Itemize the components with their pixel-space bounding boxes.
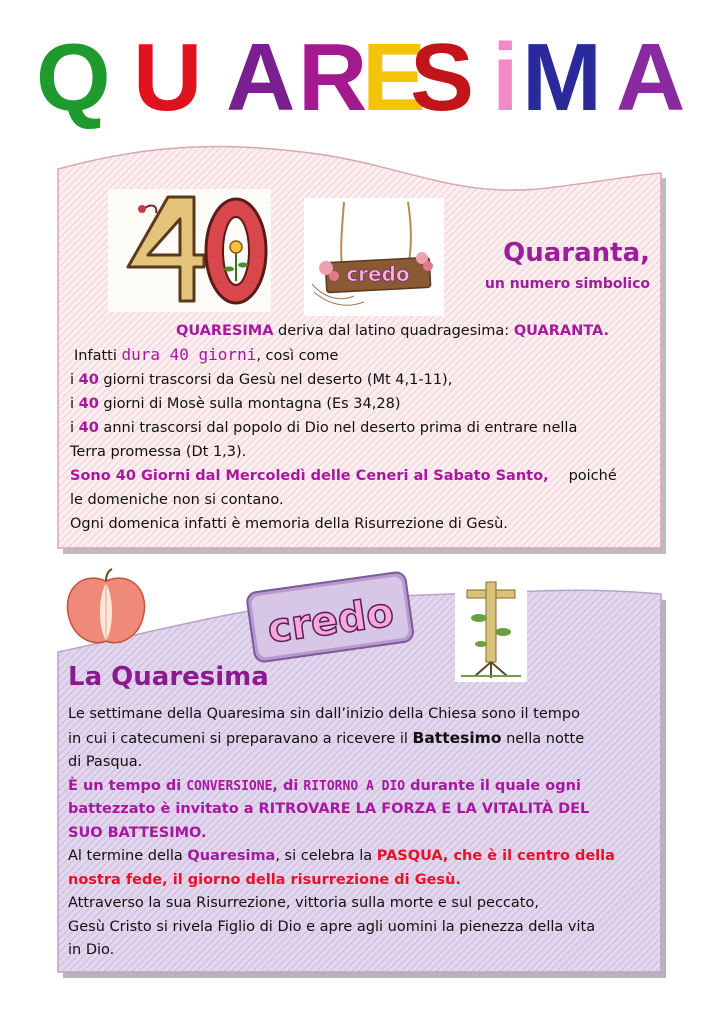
title-letter: R — [298, 24, 368, 131]
paragraph-line: Gesù Cristo si rivela Figlio di Dio e apre agli uomini la pienezza della vita — [68, 918, 596, 935]
paragraph-line — [70, 319, 650, 343]
apple-icon — [62, 567, 150, 649]
body-text: anni trascorsi dal popolo di Dio nel deserto prima di entrare nella — [98, 420, 578, 436]
credo-hanging-sign-icon — [304, 198, 444, 316]
highlight-text: durante il quale ogni — [405, 777, 581, 794]
title-letter: U — [133, 24, 203, 131]
title-letter: i — [492, 24, 519, 131]
body-text: giorni di Mosè sulla montagna (Es 34,28) — [98, 396, 401, 412]
paragraph-line: SUO BATTESIMO. — [68, 824, 207, 841]
highlight-text: 40 — [78, 420, 99, 436]
highlight-text: È un tempo di — [68, 777, 187, 794]
paragraph-line — [70, 416, 650, 440]
title-letter: Q — [36, 24, 111, 131]
paragraph-line — [70, 464, 650, 488]
title-letter: A — [616, 24, 686, 131]
paragraph-line — [68, 727, 658, 752]
highlight-text: Quaresima — [187, 848, 276, 864]
body-text: , così come — [256, 348, 339, 364]
title-letter: S — [410, 24, 475, 131]
highlight-text: QUARANTA. — [513, 323, 609, 339]
body-text: i — [70, 372, 79, 388]
body-text: i — [70, 396, 79, 412]
title-letter: M — [522, 24, 602, 131]
cross-tree-icon — [455, 578, 527, 682]
paragraph-line: battezzato è invitato a RITROVARE LA FORZA E LA VITALITÀ DEL — [68, 801, 590, 817]
highlight-text: , di — [272, 777, 304, 794]
paragraph-line — [68, 775, 658, 799]
badge-subtitle: un numero simbolico — [484, 276, 650, 292]
highlight-text: 40 — [78, 372, 99, 388]
body-text: i — [70, 420, 79, 436]
paragraph-line: Ogni domenica infatti è memoria della Risurrezione di Gesù. — [70, 516, 508, 532]
paragraph-line: Terra promessa (Dt 1,3). — [70, 444, 247, 460]
body-text: , si celebra la — [275, 848, 377, 864]
highlight-text: CONVERSIONE — [186, 778, 273, 794]
paragraph-line — [70, 392, 650, 416]
highlight-text: Sono 40 Giorni dal Mercoledì delle Ceneri al Sabato Santo, — [70, 468, 549, 484]
number-40-icon — [108, 189, 271, 312]
body-text: Al termine della — [68, 848, 188, 864]
panel2-text — [68, 703, 658, 963]
highlight-text: 40 — [78, 396, 99, 412]
highlight-text: dura 40 giorni — [121, 345, 257, 364]
paragraph-line — [68, 845, 658, 869]
panel1-text — [70, 319, 650, 536]
title-letter: A — [226, 24, 296, 131]
body-text: Infatti — [74, 348, 122, 364]
highlight-text: , che è il centro della — [442, 848, 615, 864]
paragraph-line: Le settimane della Quaresima sin dall’inizio della Chiesa sono il tempo — [68, 706, 580, 722]
body-text: deriva dal latino quadragesima: — [273, 323, 514, 339]
paragraph-line: di Pasqua. — [68, 754, 143, 770]
paragraph-line: le domeniche non si contano. — [70, 492, 284, 508]
section-heading: La Quaresima — [68, 662, 269, 692]
highlight-text: RITORNO A DIO — [303, 778, 406, 794]
paragraph-line: in Dio. — [68, 942, 115, 958]
paragraph-line — [70, 343, 650, 368]
credo-sign-text: credo — [346, 262, 410, 286]
body-text: giorni trascorsi da Gesù nel deserto (Mt 4,1-11), — [98, 372, 453, 388]
badge-title: Quaranta, — [503, 238, 650, 268]
highlight-text: QUARESIMA — [176, 323, 274, 339]
body-text: in cui i catecumeni si preparavano a ricevere il — [68, 730, 413, 747]
paragraph-line: nostra fede, il giorno della risurrezione di Gesù. — [68, 871, 461, 888]
credo-badge-icon — [240, 568, 420, 664]
paragraph-line — [70, 368, 650, 392]
highlight-text: PASQUA — [376, 848, 443, 864]
bold-text: Battesimo — [412, 728, 502, 747]
body-text: poiché — [568, 468, 617, 484]
title-letter: E — [362, 24, 427, 131]
credo-badge-text: credo — [264, 589, 397, 653]
body-text: nella notte — [501, 730, 585, 747]
paragraph-line: Attraverso la sua Risurrezione, vittoria sulla morte e sul peccato, — [68, 895, 539, 911]
